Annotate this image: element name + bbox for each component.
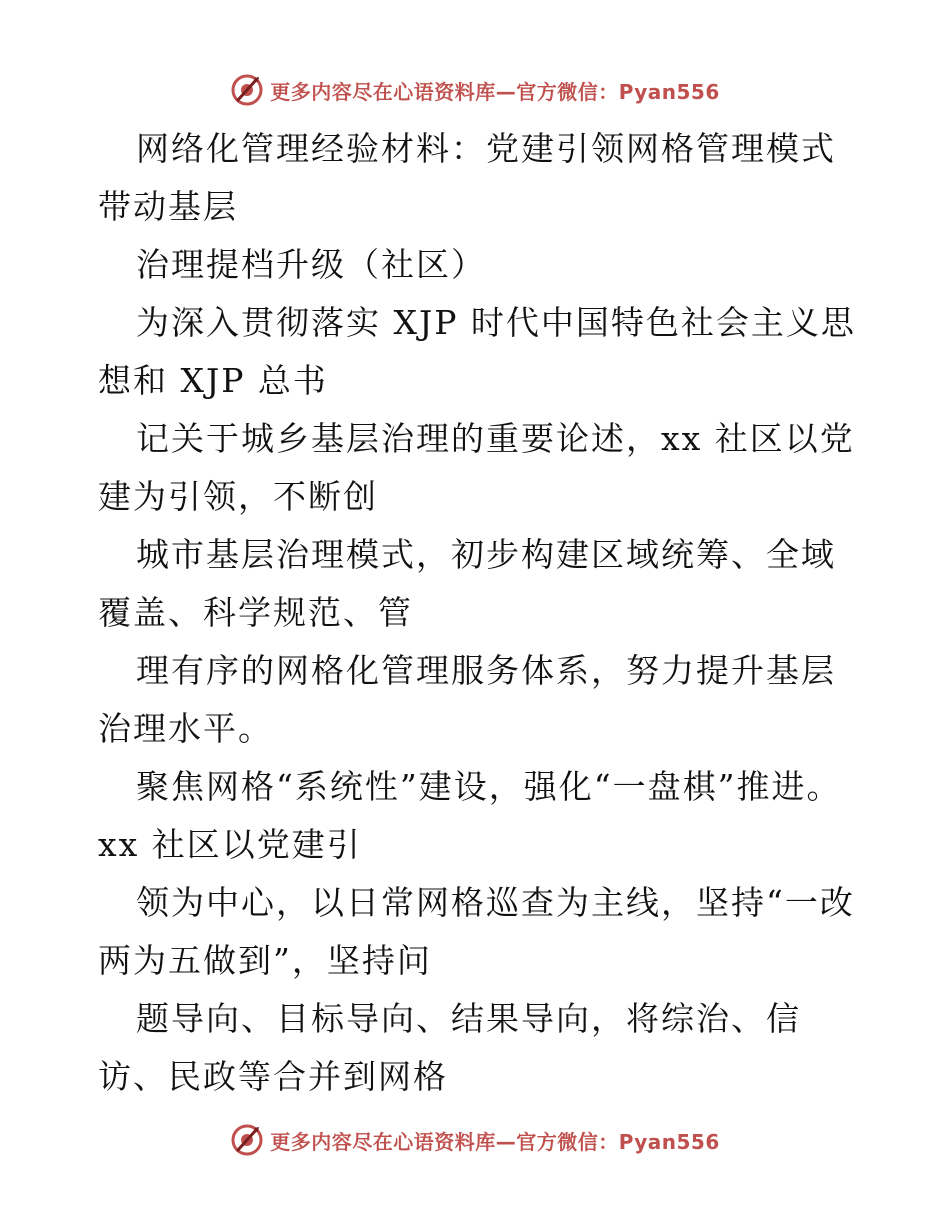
paragraph: 题导向、目标导向、结果导向，将综治、信访、民政等合并到网格 (98, 999, 801, 1096)
footer-watermark-banner (0, 1120, 950, 1160)
paragraph-subtitle: 治理提档升级（社区） (136, 245, 486, 284)
footer-banner-text: 更多内容尽在心语资料库—官方微信：Pyan556 (270, 1129, 720, 1154)
header-banner-text: 更多内容尽在心语资料库—官方微信：Pyan556 (270, 79, 720, 104)
paragraph: 聚焦网格“系统性”建设，强化“一盘棋”推进。xx 社区以党建引 (98, 767, 842, 864)
brand-logo-icon (230, 1123, 264, 1157)
brand-logo-icon (230, 73, 264, 107)
paragraph: 理有序的网格化管理服务体系，努力提升基层治理水平。 (98, 651, 836, 748)
paragraph-title: 网络化管理经验材料：党建引领网格管理模式带动基层 (98, 129, 836, 226)
paragraph: 城市基层治理模式，初步构建区域统筹、全域覆盖、科学规范、管 (98, 535, 836, 632)
paragraph: 为深入贯彻落实 XJP 时代中国特色社会主义思想和 XJP 总书 (98, 303, 856, 400)
header-watermark-banner (0, 70, 950, 110)
document-body (98, 120, 858, 1106)
paragraph: 记关于城乡基层治理的重要论述，xx 社区以党建为引领，不断创 (98, 419, 855, 516)
paragraph: 领为中心，以日常网格巡查为主线，坚持“一改两为五做到”，坚持问 (98, 883, 855, 980)
